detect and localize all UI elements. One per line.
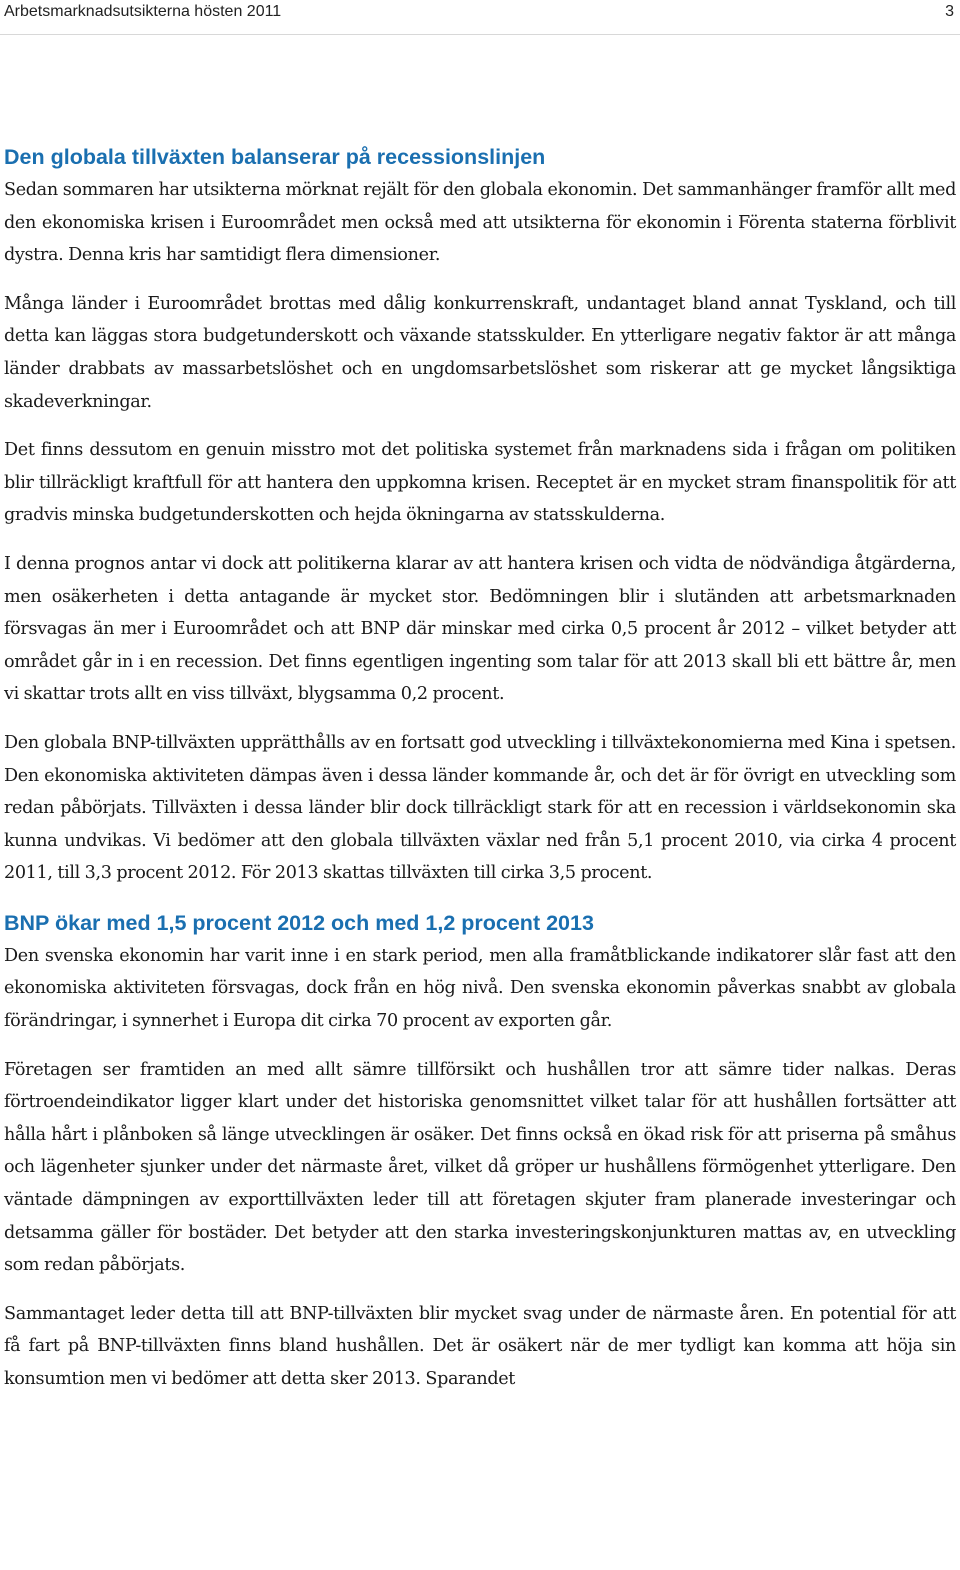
page-header xyxy=(0,0,960,36)
paragraph: Företagen ser framtiden an med allt sämre tillförsikt och hushållen tror att sämre tider nalkas. Deras förtroendeindikator ligger klart under det historiska genomsnittet vilket talar för att hushållen fortsätter att hålla hårt i plånboken så länge utvecklingen är osäker. Det finns också en ökad risk för att priserna på småhus och lägenheter sjunker under det närmaste året, vilket då gröper ur hushållens förmögenhet ytterligare. Den väntade dämpningen av exporttillväxten leder till att företagen skjuter fram planerade investeringar och detsamma gäller för bostäder. Det betyder att den starka investeringskonjunkturen mattas av, en utveckling som redan påbörjats. xyxy=(4,1059,956,1276)
section-bnp-growth xyxy=(4,906,956,1396)
document-body xyxy=(4,140,956,1412)
paragraph: Sedan sommaren har utsikterna mörknat rejält för den globala ekonomin. Det sammanhänger framför allt med den ekonomiska krisen i Euroområdet men också med att utsikterna för ekonomin i Förenta staterna förblivit dystra. Denna kris har samtidigt flera dimensioner. xyxy=(4,180,956,266)
section-heading: BNP ökar med 1,5 procent 2012 och med 1,2 procent 2013 xyxy=(4,910,594,935)
paragraph: Den svenska ekonomin har varit inne i en stark period, men alla framåtblickande indikatorer slår fast att den ekonomiska aktiviteten försvagas, dock från en hög nivå. Den svenska ekonomin påverkas snabbt av globala förändringar, i synnerhet i Europa dit cirka 70 procent av exporten går. xyxy=(4,945,956,1032)
paragraph: Sammantaget leder detta till att BNP-tillväxten blir mycket svag under de närmaste åren. En potential för att få fart på BNP-tillväxten finns bland hushållen. Det är osäkert när de mer tydligt kan komma att höja sin konsumtion men vi bedömer att detta sker 2013. Sparandet xyxy=(4,1303,956,1389)
paragraph: I denna prognos antar vi dock att politikerna klarar av att hantera krisen och vidta de nödvändiga åtgärderna, men osäkerheten i detta antagande är mycket stor. Bedömningen blir i slutänden att arbetsmarknaden försvagas än mer i Euroområdet och att BNP där minskar med cirka 0,5 procent år 2012 – vilket betyder att området går in i en recession. Det finns egentligen ingenting som talar för att 2013 skall bli ett bättre år, men vi skattar trots allt en viss tillväxt, blygsamma 0,2 procent. xyxy=(4,553,956,705)
paragraph: Det finns dessutom en genuin misstro mot det politiska systemet från marknadens sida i frågan om politiken blir tillräckligt kraftfull för att hantera den uppkomna krisen. Receptet är en mycket stram finanspolitik för att gradvis minska budgetunderskotten och hejda ökningarna av statsskulderna. xyxy=(4,440,956,526)
paragraph: Den globala BNP-tillväxten upprätthålls av en fortsatt god utveckling i tillväxtekonomierna med Kina i spetsen. Den ekonomiska aktiviteten dämpas även i dessa länder kommande år, och det är för övrigt en utveckling som redan påbörjats. Tillväxten i dessa länder blir dock tillräckligt stark för att en recession i världsekonomin ska kunna undvikas. Vi bedömer att den globala tillväxten växlar ned från 5,1 procent 2010, via cirka 4 procent 2011, till 3,3 procent 2012. För 2013 skattas tillväxten till cirka 3,5 procent. xyxy=(4,732,956,884)
running-title: Arbetsmarknadsutsikterna hösten 2011 xyxy=(4,3,282,20)
paragraph: Många länder i Euroområdet brottas med dålig konkurrenskraft, undantaget bland annat Tyskland, och till detta kan läggas stora budgetunderskott och växande statsskulder. En ytterligare negativ faktor är att många länder drabbats av massarbetslöshet och en ungdomsarbetslöshet som riskerar att ge mycket långsiktiga skadeverkningar. xyxy=(4,293,956,412)
section-global-growth xyxy=(4,140,956,890)
section-heading: Den globala tillväxten balanserar på recessionslinjen xyxy=(4,145,546,169)
header-divider xyxy=(0,34,960,35)
page-number: 3 xyxy=(945,3,954,20)
